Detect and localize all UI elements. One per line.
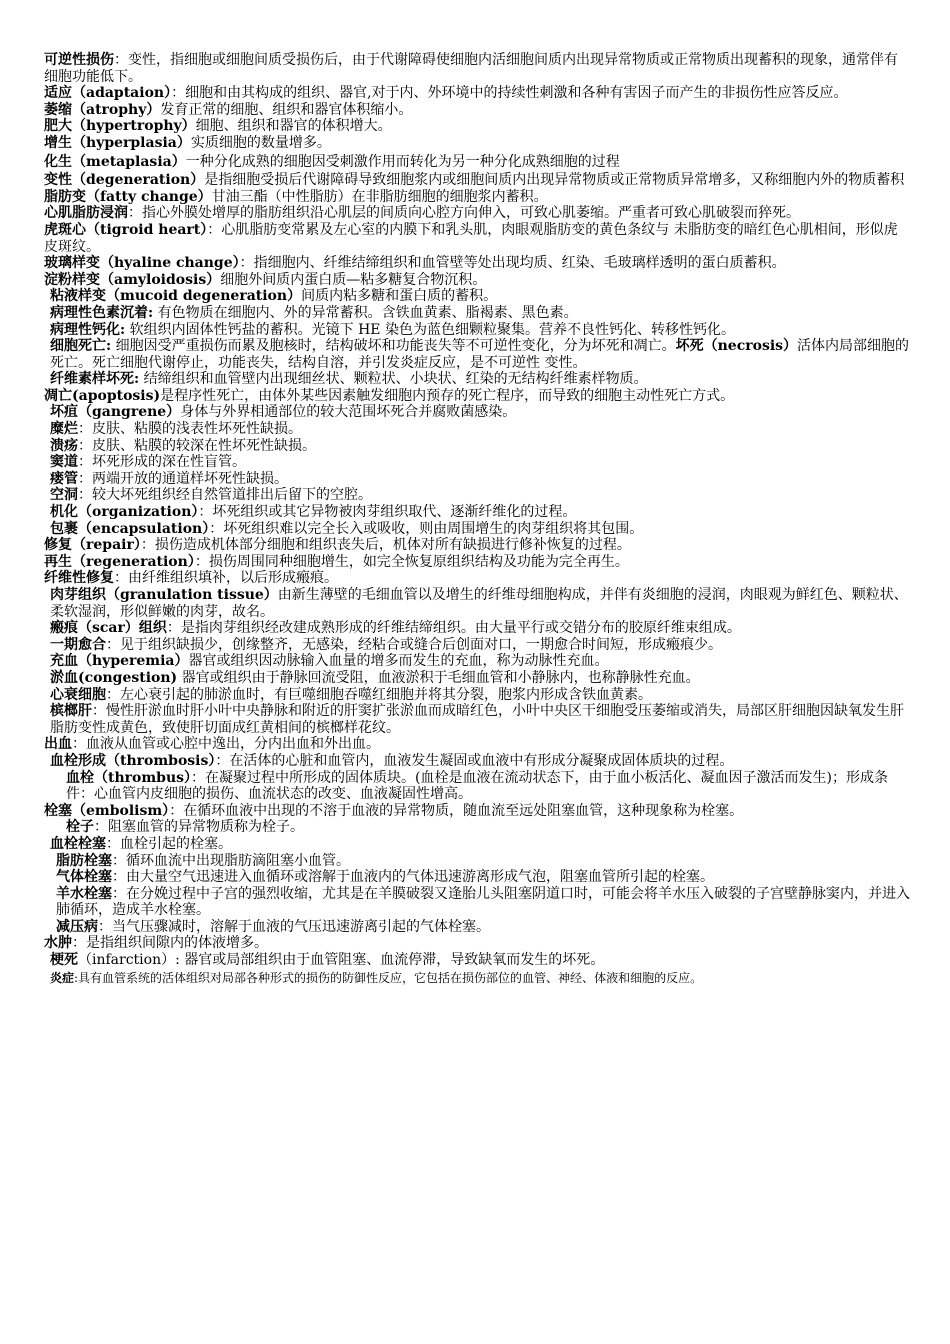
entry-definition: 器官或组织因动脉输入血量的增多而发生的充血，称为动脉性充血。 xyxy=(188,653,609,670)
glossary-entry xyxy=(44,205,910,222)
entry-term: 淤血(congestion) xyxy=(50,669,178,686)
entry-definition: （infarction）: 器官或局部组织由于血管阻塞、血流停滞，导致缺氧而发生的坏死。 xyxy=(78,952,605,969)
glossary-entry xyxy=(44,770,910,803)
glossary-entry xyxy=(44,454,910,471)
entry-term: 空洞 xyxy=(50,487,78,504)
entry-term: 栓子 xyxy=(66,819,94,836)
glossary-entry xyxy=(44,421,910,438)
entry-definition: ：慢性肝淤血时肝小叶中央静脉和附近的肝窦扩张淤血而成暗红色，小叶中央区干细胞受压萎缩或消失，局部区肝细胞因缺氧发生肝脂肪变性成黄色，致使肝切面成红黄相间的槟榔样花纹。 xyxy=(50,703,904,736)
glossary-entry xyxy=(44,85,910,102)
entry-definition: ：指心外膜处增厚的脂肪组织沿心肌层的间质向心腔方向伸入，可致心肌萎缩。严重者可致心肌破裂而猝死。 xyxy=(128,205,800,222)
entry-definition: ：见于组织缺损少，创缘整齐，无感染，经粘合或缝合后创面对口，一期愈合时间短，形成瘢痕少。 xyxy=(106,636,722,653)
entry-definition: ：损伤造成机体部分细胞和组织丧失后，机体对所有缺损进行修补恢复的过程。 xyxy=(140,537,631,554)
entry-term: 心肌脂肪浸润 xyxy=(44,205,128,222)
entry-term: 化生（metaplasia） xyxy=(44,153,186,170)
entry-definition: ：血液从血管或心腔中逸出，分内出血和外出血。 xyxy=(72,736,380,753)
entry-term: 充血（hyperemia） xyxy=(50,653,189,670)
glossary-entry xyxy=(44,836,910,853)
glossary-entry xyxy=(44,222,910,255)
entry-definition: ：血栓引起的栓塞。 xyxy=(106,835,232,852)
entry-term: 增生（hyperplasia） xyxy=(44,134,191,151)
entry-term: 机化（organization） xyxy=(50,504,199,521)
entry-definition: ：由大量空气迅速进入血循环或溶解于血液内的气体迅速游离形成气泡，阻塞血管所引起的栓塞。 xyxy=(112,869,714,886)
glossary-entry xyxy=(44,620,910,637)
entry-definition: 细胞外间质内蛋白质—粘多糖复合物沉积。 xyxy=(220,271,487,288)
entry-definition: 活体内局部细胞的死亡。死亡细胞代谢停止，功能丧失，结构自溶，并引发炎症反应，是不可逆性 变性。 xyxy=(50,338,910,371)
glossary-entry xyxy=(44,322,910,339)
entry-definition: ：是指组织间隙内的体液增多。 xyxy=(72,935,268,952)
entry-term: 凋亡(apoptosis) xyxy=(44,387,161,404)
glossary-entry xyxy=(44,803,910,820)
glossary-entry xyxy=(44,521,910,538)
entry-definition: ：是指肉芽组织经改建成熟形成的纤维结缔组织。由大量平行或交错分布的胶原纤维束组成。 xyxy=(166,620,741,637)
entry-term: 糜烂 xyxy=(50,421,78,438)
entry-definition: 是程序性死亡，由体外某些因素触发细胞内预存的死亡程序，而导致的细胞主动性死亡方式。 xyxy=(160,387,735,404)
entry-definition: 身体与外界相通部位的较大范围坏死合并腐败菌感染。 xyxy=(180,404,517,421)
entry-term: 羊水栓塞 xyxy=(56,885,112,902)
entry-term: 减压病 xyxy=(56,918,98,935)
glossary-entry xyxy=(44,471,910,488)
entry-term: 瘘管 xyxy=(50,470,78,487)
glossary-entry xyxy=(44,952,910,969)
glossary-entry xyxy=(44,971,910,986)
entry-term: 细胞死亡: xyxy=(50,338,112,355)
glossary-entry xyxy=(44,172,910,189)
entry-term: 适应（adaptaion） xyxy=(44,85,172,102)
entry-definition: 实质细胞的数量增多。 xyxy=(190,134,331,151)
entry-definition: 是指细胞受损后代谢障碍导致细胞浆内或细胞间质内出现异常物质或正常物质异常增多，又称细胞内外的物质蓄积 xyxy=(204,172,905,189)
entry-definition: ：循环血流中出现脂肪滴阻塞小血管。 xyxy=(112,852,350,869)
glossary-entry xyxy=(44,703,910,736)
entry-definition: ：坏死形成的深在性盲管。 xyxy=(78,454,246,471)
glossary-page xyxy=(44,52,910,986)
entry-definition: ：在活体的心脏和血管内，血液发生凝固或血液中有形成分凝聚成固体质块的过程。 xyxy=(215,752,734,769)
entry-term: 血栓（thrombus） xyxy=(66,769,192,786)
entry-term: 脂肪变（fatty change） xyxy=(44,188,212,205)
entry-definition: 间质内粘多糖和蛋白质的蓄积。 xyxy=(301,288,498,305)
entry-term: 出血 xyxy=(44,736,72,753)
entry-definition: ：阻塞血管的异常物质称为栓子。 xyxy=(94,819,304,836)
entry-definition: 由新生薄壁的毛细血管以及增生的纤维母细胞构成，并伴有炎细胞的浸润，肉眼观为鲜红色、颗粒状、柔软湿润，形似鲜嫩的肉芽，故名。 xyxy=(50,587,908,620)
entry-term: 溃疡 xyxy=(50,437,78,454)
glossary-entry xyxy=(44,154,910,171)
glossary-entry xyxy=(44,736,910,753)
glossary-entry xyxy=(44,637,910,654)
entry-definition: ：皮肤、粘膜的浅表性坏死性缺损。 xyxy=(78,421,302,438)
entry-definition: 有色物质在细胞内、外的异常蓄积。含铁血黄素、脂褐素、黑色素。 xyxy=(153,304,578,321)
entry-term: 槟榔肝 xyxy=(50,703,92,720)
entry-term: 坏死（necrosis） xyxy=(675,338,798,355)
entry-definition: 软组织内固体性钙盐的蓄积。光镜下 HE 染色为蓝色细颗粒聚集。营养不良性钙化、转移性钙化。 xyxy=(125,321,735,338)
glossary-entry xyxy=(44,919,910,936)
entry-definition: ：坏死组织或其它异物被肉芽组织取代、逐渐纤维化的过程。 xyxy=(198,504,577,521)
glossary-entry xyxy=(44,255,910,272)
glossary-entry xyxy=(44,52,910,85)
glossary-entry xyxy=(44,670,910,687)
entry-definition: ：细胞和由其构成的组织、器官,对于内、外环境中的持续性刺激和各种有害因子而产生的非损伤性应答反应。 xyxy=(171,85,848,102)
entry-definition: ：由纤维组织填补，以后形成瘢痕。 xyxy=(114,570,338,587)
glossary-entry xyxy=(44,189,910,206)
entry-term: 血栓栓塞 xyxy=(50,835,106,852)
entry-definition: ：较大坏死组织经自然管道排出后留下的空腔。 xyxy=(78,487,372,504)
glossary-entry xyxy=(44,371,910,388)
entry-term: 一期愈合 xyxy=(50,636,106,653)
entry-term: 肥大（hypertrophy） xyxy=(44,118,196,135)
entry-definition: 细胞、组织和器官的体积增大。 xyxy=(195,118,392,135)
glossary-entry xyxy=(44,487,910,504)
entry-definition: ：指细胞内、纤维结缔组织和血管壁等处出现均质、红染、毛玻璃样透明的蛋白质蓄积。 xyxy=(239,255,786,272)
entry-term: 窦道 xyxy=(50,454,78,471)
entry-term: 炎症 xyxy=(50,970,75,985)
entry-term: 淀粉样变（amyloidosis） xyxy=(44,271,221,288)
entry-definition: ：坏死组织难以完全长入或吸收，则由周围增生的肉芽组织将其包围。 xyxy=(209,520,644,537)
entry-definition: :具有血管系统的活体组织对局部各种形式的损伤的防御性反应，它包括在损伤部位的血管、神经、体液和细胞的反应。 xyxy=(74,970,703,985)
glossary-entry xyxy=(44,288,910,305)
glossary-entry xyxy=(44,653,910,670)
entry-term: 肉芽组织（granulation tissue） xyxy=(50,587,278,603)
glossary-entry xyxy=(44,438,910,455)
entry-term: 坏疽（gangrene） xyxy=(50,404,181,421)
glossary-entry xyxy=(44,935,910,952)
entry-term: 虎斑心（tigroid heart） xyxy=(44,221,208,238)
entry-term: 病理性钙化: xyxy=(50,321,126,338)
entry-definition: ：皮肤、粘膜的较深在性坏死性缺损。 xyxy=(78,437,316,454)
entry-definition: ：两端开放的通道样坏死性缺损。 xyxy=(78,470,288,487)
entry-term: 纤维素样坏死: xyxy=(50,371,140,388)
entry-term: 梗死 xyxy=(50,952,78,969)
entry-term: 心衰细胞 xyxy=(50,686,106,703)
glossary-entry xyxy=(44,504,910,521)
entry-definition: ：在分娩过程中子宫的强烈收缩，尤其是在羊膜破裂又逢胎儿头阻塞阴道口时，可能会将羊水压入破裂的子宫壁静脉窦内，并进入肺循环，造成羊水栓塞。 xyxy=(56,885,910,919)
entry-definition: 发育正常的细胞、组织和器官体积缩小。 xyxy=(160,101,413,118)
entry-definition: ：当气压骤减时，溶解于血液的气压迅速游离引起的气体栓塞。 xyxy=(98,918,490,935)
glossary-entry xyxy=(44,102,910,119)
entry-term: 玻璃样变（hyaline change） xyxy=(44,255,240,272)
entry-term: 水肿 xyxy=(44,935,72,952)
glossary-entry xyxy=(44,886,910,919)
glossary-entry xyxy=(44,570,910,587)
entry-term: 修复（repair） xyxy=(44,537,141,554)
glossary-entry xyxy=(44,338,910,371)
entry-definition: ：心肌脂肪变常累及左心室的内膜下和乳头肌，肉眼观脂肪变的黄色条纹与 未脂肪变的暗红色心肌相间，形似虎皮斑纹。 xyxy=(44,221,898,255)
entry-term: 脂肪栓塞 xyxy=(56,852,112,869)
entry-term: 萎缩（atrophy） xyxy=(44,101,161,118)
entry-term: 纤维性修复 xyxy=(44,570,114,587)
entry-definition: 结缔组织和血管壁内出现细丝状、颗粒状、小块状、红染的无结构纤维素样物质。 xyxy=(139,371,648,388)
entry-definition: ：损伤周围同种细胞增生，如完全恢复原组织结构及功能为完全再生。 xyxy=(194,553,629,570)
glossary-entry xyxy=(44,404,910,421)
glossary-entry xyxy=(44,819,910,836)
glossary-entry xyxy=(44,388,910,405)
entry-definition: ：在凝聚过程中所形成的固体质块。(血栓是血液在流动状态下，由于血小板活化、凝血因子激活而发生)；形成条件：心血管内皮细胞的损伤、血流状态的改变、血液凝固性增高。 xyxy=(66,769,888,803)
glossary-entry xyxy=(44,537,910,554)
entry-definition: 甘油三酯（中性脂肪）在非脂肪细胞的细胞浆内蓄积。 xyxy=(211,188,548,205)
glossary-entry xyxy=(44,587,910,620)
glossary-entry xyxy=(44,135,910,152)
entry-definition: ：变性，指细胞或细胞间质受损伤后，由于代谢障碍使细胞内活细胞间质内出现异常物质或正常物质出现蓄积的现象，通常伴有细胞功能低下。 xyxy=(44,52,898,85)
entry-term: 气体栓塞 xyxy=(56,869,112,886)
entry-term: 瘢痕（scar）组织 xyxy=(50,620,167,637)
glossary-entry xyxy=(44,753,910,770)
glossary-entry xyxy=(44,554,910,571)
entry-definition: ：在循环血液中出现的不溶于血液的异常物质，随血流至远处阻塞血管，这种现象称为栓塞。 xyxy=(169,802,744,819)
entry-definition: ：左心衰引起的肺淤血时，有巨噬细胞吞噬红细胞并将其分裂，胞浆内形成含铁血黄素。 xyxy=(106,686,652,703)
glossary-entry xyxy=(44,853,910,870)
entry-term: 再生（regeneration） xyxy=(44,553,195,570)
glossary-entry xyxy=(44,869,910,886)
entry-term: 血栓形成（thrombosis） xyxy=(50,752,216,769)
entry-term: 变性（degeneration） xyxy=(44,172,205,189)
entry-definition: 细胞因受严重损伤而累及胞核时，结构破坏和功能丧失等不可逆性变化，分为坏死和凋亡。 xyxy=(111,338,676,355)
glossary-entry xyxy=(44,687,910,704)
glossary-entry xyxy=(44,305,910,322)
entry-term: 粘液样变（mucoid degeneration） xyxy=(50,288,302,305)
glossary-entry xyxy=(44,272,910,289)
entry-definition: 器官或组织由于静脉回流受阻，血液淤积于毛细血管和小静脉内，也称静脉性充血。 xyxy=(177,669,700,686)
glossary-entry xyxy=(44,118,910,135)
entry-term: 可逆性损伤 xyxy=(44,52,114,68)
entry-term: 包裹（encapsulation） xyxy=(50,520,210,537)
entry-term: 病理性色素沉着: xyxy=(50,304,154,321)
entry-term: 栓塞（embolism） xyxy=(44,802,170,819)
entry-definition: 一种分化成熟的细胞因受刺激作用而转化为另一种分化成熟细胞的过程 xyxy=(185,153,620,170)
